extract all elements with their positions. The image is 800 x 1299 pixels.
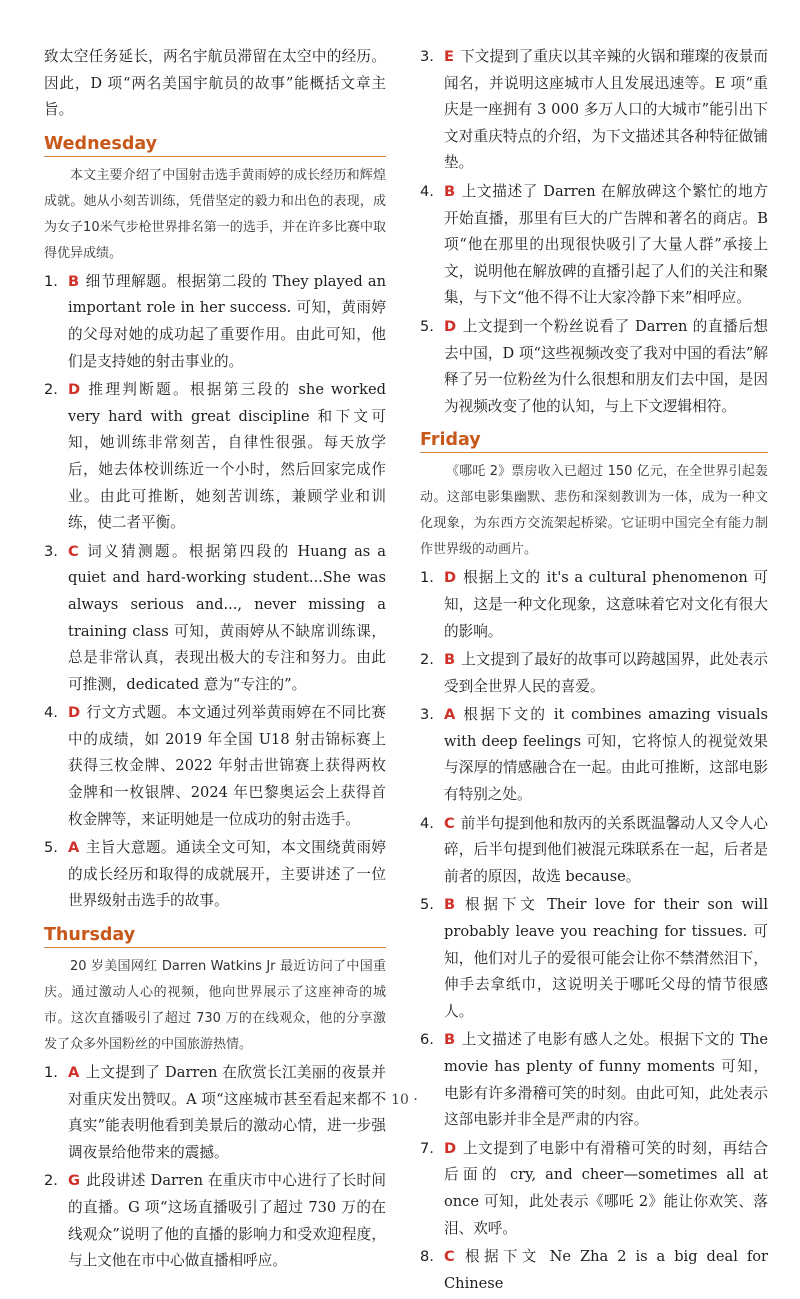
list-item: 4. B 上文描述了 Darren 在解放碑这个繁忙的地方开始直播，那里有巨大的广告牌和著名的商店。B 项“他在那里的出现很快吸引了大量人群”承接上文，说明他在解放碑的直播引起了人们的关注和聚集，与下文“他不得不让大家冷静下来”相呼应。 (420, 182, 768, 307)
wednesday-summary: 本文主要介绍了中国射击选手黄雨婷的成长经历和辉煌成就。她从小刻苦训练，凭借坚定的毅力和出色的表现，成为女子10米气步枪世界排名第一的选手，并在许多比赛中取得优异成绩。 (44, 167, 386, 261)
explanation-text: 细节理解题。根据第二段的 They played an important role in her success. 可知，黄雨婷的父母对她的成功起了重要作用。由此可知，他们是支持她的射击事业的。 (68, 272, 386, 370)
answer-letter: E (444, 48, 454, 65)
answer-letter: D (444, 317, 457, 335)
thursday-answer-list-continued (420, 44, 768, 420)
explanation-text: 根据上文的 it's a cultural phenomenon 可知，这是一种文化现象，这意味着它对文化有很大的影响。 (444, 569, 768, 640)
list-item: 6. B 上文描述了电影有感人之处。根据下文的 The movie has plenty of funny moments 可知，电影有许多滑稽可笑的时刻。由此可知，此处表示这部电影并非全是严肃的内容。 (420, 1031, 768, 1129)
explanation-text: 词义猜测题。根据第四段的 Huang as a quiet and hard-working student...She was always serious and..., never missing a training class 可知，黄雨婷从不缺席训练课，总是非常认真，表现出极大的专注和努力。由此可推测，dedicated 意为“专注的”。 (68, 542, 386, 693)
answer-letter: C (444, 1248, 455, 1266)
explanation-text: 此段讲述 Darren 在重庆市中心进行了长时间的直播。G 项“这场直播吸引了超过 730 万的在线观众”说明了他的直播的影响力和受欢迎程度，与上文他在市中心做直播相呼应。 (68, 1172, 386, 1270)
wednesday-answer-list (44, 269, 386, 915)
list-item: 4. D 行文方式题。本文通过列举黄雨婷在不同比赛中的成绩，如 2019 年全国 U18 射击锦标赛上获得三枚金牌、2022 年射击世锦赛上获得两枚金牌和一枚银牌、2024 年巴黎奥运会上获得首枚金牌等，来证明她是一位成功的射击选手。 (44, 704, 386, 828)
list-item: 4. C 前半句提到他和敖丙的关系既温馨动人又令人心碎，后半句提到他们被混元珠联系在一起，后者是前者的原因，故选 because。 (420, 814, 768, 885)
answer-letter: D (444, 1139, 457, 1157)
thursday-summary: 20 岁美国网红 Darren Watkins Jr 最近访问了中国重庆。通过激动人心的视频，他向世界展示了这座神奇的城市。这次直播吸引了超过 730 万的在线观众，他的分享激发了众多外国粉丝的中国旅游热情。 (44, 959, 386, 1053)
answer-letter: D (68, 381, 81, 399)
page-number: · 10 · (382, 1092, 418, 1108)
list-item: 5. D 上文提到一个粉丝说看了 Darren 的直播后想去中国，D 项“这些视频改变了我对中国的看法”解释了另一位粉丝为什么很想和朋友们去中国，是因为视频改变了他的认知，与上下文逻辑相符。 (420, 317, 768, 415)
list-item: 2. G 此段讲述 Darren 在重庆市中心进行了长时间的直播。G 项“这场直播吸引了超过 730 万的在线观众”说明了他的直播的影响力和受欢迎程度，与上文他在市中心做直播相呼应。 (44, 1172, 386, 1270)
answer-letter: C (444, 814, 455, 832)
list-item: 7. D 上文提到了电影中有滑稽可笑的时刻，再结合后面的 cry, and cheer—sometimes all at once 可知，此处表示《哪吒 2》能让你欢笑、落泪、欢呼。 (420, 1139, 768, 1237)
answer-letter: C (68, 542, 79, 560)
explanation-text: 根据下文 Their love for their son will probably leave you reaching for tissues. 可知，他们对儿子的爱很可能会让你不禁潸然泪下，伸手去拿纸巾，这说明关于哪吒父母的情节很感人。 (444, 896, 768, 1020)
answer-letter: A (444, 706, 456, 724)
explanation-text: 上文提到一个粉丝说看了 Darren 的直播后想去中国，D 项“这些视频改变了我对中国的看法”解释了另一位粉丝为什么很想和朋友们去中国，是因为视频改变了他的认知，与上下文逻辑相符。 (444, 317, 768, 415)
list-item: 1. A 上文提到了 Darren 在欣赏长江美丽的夜景并对重庆发出赞叹。A 项“这座城市甚至看起来都不真实”能表明他看到美景后的激动心情，进一步强调夜景给他带来的震撼。 (44, 1064, 386, 1161)
answer-letter: G (68, 1172, 80, 1190)
list-item: 1. B 细节理解题。根据第二段的 They played an important role in her success. 可知，黄雨婷的父母对她的成功起了重要作用。由此可知，他们是支持她的射击事业的。 (44, 272, 386, 370)
section-heading-friday: Friday (420, 428, 768, 453)
explanation-text: 前半句提到他和敖丙的关系既温馨动人又令人心碎，后半句提到他们被混元珠联系在一起，后者是前者的原因，故选 because。 (444, 814, 768, 885)
explanation-text: 上文提到了最好的故事可以跨越国界，此处表示受到全世界人民的喜爱。 (444, 651, 768, 695)
explanation-text: 上文描述了电影有感人之处。根据下文的 The movie has plenty of funny moments 可知，电影有许多滑稽可笑的时刻。由此可知，此处表示这部电影并非全是严肃的内容。 (444, 1031, 768, 1129)
answer-letter: B (444, 182, 456, 200)
explanation-text: 根据下文的 it combines amazing visuals with deep feelings 可知，它将惊人的视觉效果与深厚的情感融合在一起。由此可推断，这部电影有特别之处。 (444, 706, 768, 804)
list-item: 8. C 根据下文 Ne Zha 2 is a big deal for Chinese (420, 1248, 768, 1292)
list-item: 2. B 上文提到了最好的故事可以跨越国界，此处表示受到全世界人民的喜爱。 (420, 651, 768, 695)
explanation-text: 上文描述了 Darren 在解放碑这个繁忙的地方开始直播，那里有巨大的广告牌和著名的商店。B 项“他在那里的出现很快吸引了大量人群”承接上文，说明他在解放碑的直播引起了人们的关注和聚集，与下文“他不得不让大家冷静下来”相呼应。 (444, 182, 768, 307)
right-column (420, 44, 768, 1299)
explanation-text: 上文提到了 Darren 在欣赏长江美丽的夜景并对重庆发出赞叹。A 项“这座城市甚至看起来都不真实”能表明他看到美景后的激动心情，进一步强调夜景给他带来的震撼。 (68, 1064, 386, 1161)
explanation-text: 上文提到了电影中有滑稽可笑的时刻，再结合后面的 cry, and cheer—sometimes all at once 可知，此处表示《哪吒 2》能让你欢笑、落泪、欢呼。 (444, 1139, 768, 1237)
section-heading-wednesday: Wednesday (44, 132, 386, 157)
explanation-text: 推理判断题。根据第三段的 she worked very hard with great discipline 和下文可知，她训练非常刻苦，自律性很强。每天放学后，她去体校训练近一个小时，然后回家完成作业。由此可推断，她刻苦训练，兼顾学业和训练，使二者平衡。 (68, 381, 386, 532)
answer-letter: A (68, 1064, 80, 1082)
friday-summary: 《哪吒 2》票房收入已超过 150 亿元，在全世界引起轰动。这部电影集幽默、悲伤和深刻教训为一体，成为一种文化现象，为东西方交流架起桥梁。它证明中国完全有能力制作世界级的动画片。 (420, 464, 768, 558)
list-item: 3. E 下文提到了重庆以其辛辣的火锅和璀璨的夜景而闻名，并说明这座城市人且发展迅速等。E 项“重庆是一座拥有 3 000 多万人口的大城市”能引出下文对重庆特点的介绍，为下文描述其各种特征做铺垫。 (420, 48, 768, 172)
list-item: 5. B 根据下文 Their love for their son will probably leave you reaching for tissues. 可知，他们对儿子的爱很可能会让你不禁潸然泪下，伸手去拿纸巾，这说明关于哪吒父母的情节很感人。 (420, 896, 768, 1020)
explanation-text: 下文提到了重庆以其辛辣的火锅和璀璨的夜景而闻名，并说明这座城市人且发展迅速等。E 项“重庆是一座拥有 3 000 多万人口的大城市”能引出下文对重庆特点的介绍，为下文描述其各种特征做铺垫。 (444, 48, 768, 172)
section-heading-thursday: Thursday (44, 923, 386, 948)
list-item: 1. D 根据上文的 it's a cultural phenomenon 可知，这是一种文化现象，这意味着它对文化有很大的影响。 (420, 569, 768, 640)
list-item: 2. D 推理判断题。根据第三段的 she worked very hard with great discipline 和下文可知，她训练非常刻苦，自律性很强。每天放学后，她去体校训练近一个小时，然后回家完成作业。由此可推断，她刻苦训练，兼顾学业和训练，使二者平衡。 (44, 381, 386, 532)
list-item: 3. A 根据下文的 it combines amazing visuals with deep feelings 可知，它将惊人的视觉效果与深厚的情感融合在一起。由此可推断，这部电影有特别之处。 (420, 706, 768, 804)
friday-answer-list (420, 565, 768, 1297)
explanation-text: 根据下文 Ne Zha 2 is a big deal for Chinese (444, 1248, 768, 1292)
list-item: 3. C 词义猜测题。根据第四段的 Huang as a quiet and hard-working student...She was always serious and..., never missing a training class 可知，黄雨婷从不缺席训练课，总是非常认真，表现出极大的专注和努力。由此可推测，dedicated 意为“专注的”。 (44, 542, 386, 693)
continuation-text: 致太空任务延长，两名宇航员滞留在太空中的经历。因此，D 项“两名美国宇航员的故事”能概括文章主旨。 (44, 48, 386, 119)
answer-letter: A (68, 839, 80, 857)
answer-letter: B (444, 651, 456, 669)
explanation-text: 主旨大意题。通读全文可知，本文围绕黄雨婷的成长经历和取得的成就展开，主要讲述了一位世界级射击选手的故事。 (68, 839, 386, 910)
answer-letter: B (444, 1031, 456, 1049)
answer-letter: B (444, 896, 456, 914)
answer-letter: B (68, 272, 80, 290)
list-item: 5. A 主旨大意题。通读全文可知，本文围绕黄雨婷的成长经历和取得的成就展开，主要讲述了一位世界级射击选手的故事。 (44, 839, 386, 910)
explanation-text: 行文方式题。本文通过列举黄雨婷在不同比赛中的成绩，如 2019 年全国 U18 射击锦标赛上获得三枚金牌、2022 年射击世锦赛上获得两枚金牌和一枚银牌、2024 年巴黎奥运会上获得首枚金牌等，来证明她是一位成功的射击选手。 (68, 704, 386, 828)
answer-letter: D (444, 569, 457, 587)
answer-letter: D (68, 704, 81, 722)
